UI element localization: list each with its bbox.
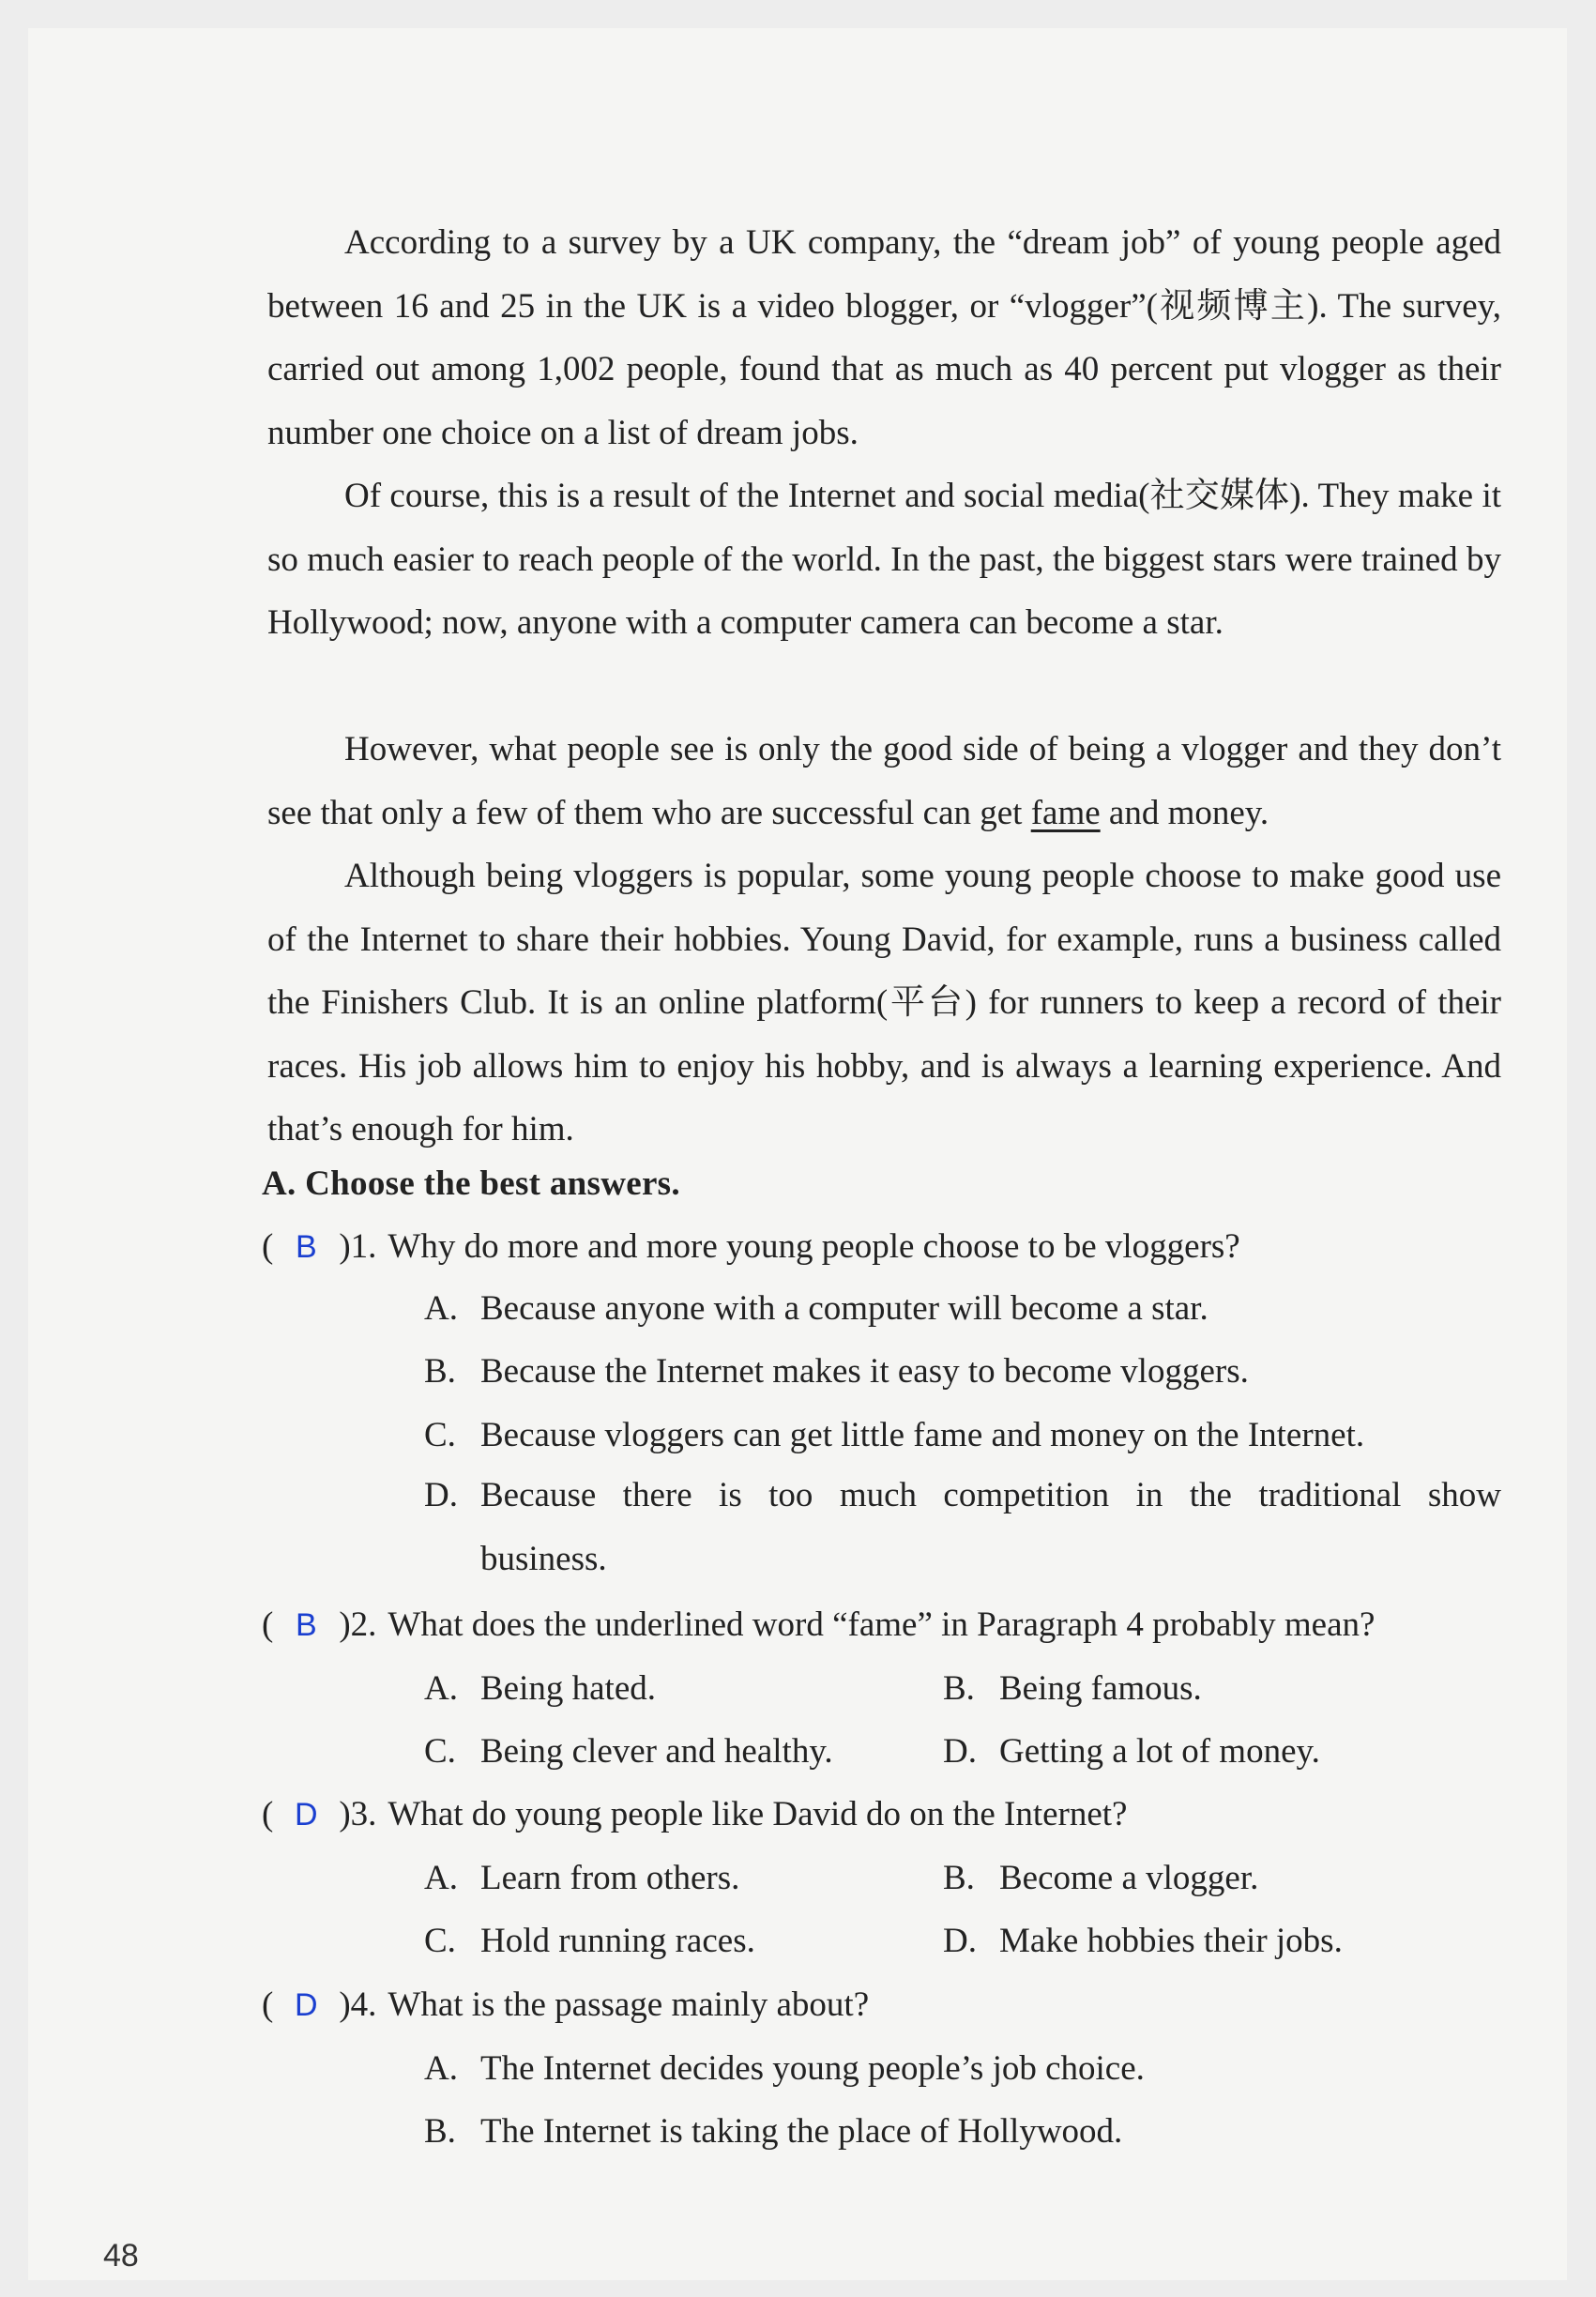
option-letter: C. [424, 1416, 456, 1454]
option-text: Because vloggers can get little fame and money on the Internet. [480, 1416, 1365, 1454]
option-letter: A. [424, 1289, 458, 1328]
passage-paragraph-3-before: However, what people see is only the good side of being a vlogger and they don’t see that only a few of them who are successful can get [267, 730, 1501, 832]
option-text: Being hated. [480, 1669, 657, 1708]
page [28, 28, 1567, 2280]
option-letter: C. [424, 1922, 456, 1960]
option-letter: B. [943, 1669, 975, 1708]
question-1 [262, 1226, 1240, 1267]
option-letter: A. [424, 2049, 458, 2088]
option-letter: D. [424, 1476, 458, 1514]
option-letter: B. [424, 2112, 456, 2151]
passage-paragraph-1: According to a survey by a UK company, the “dream job” of young people aged between 16 and 25 in the UK is a video blogger, or “vlogger”(视频博主). The survey, carried out among 1,002 people, found that as much as 40 percent put vlogger as their number one choice on a list of dream jobs. [267, 223, 1501, 452]
answer-q4: D [295, 1987, 318, 2023]
option-text: Being famous. [999, 1669, 1202, 1708]
q4-option-a [424, 2048, 1145, 2089]
question-2 [262, 1605, 1375, 1645]
question-text: What does the underlined word “fame” in Paragraph 4 probably mean? [388, 1605, 1376, 1644]
passage-paragraph-3-after: and money. [1100, 793, 1269, 832]
option-text: Become a vlogger. [999, 1859, 1259, 1897]
option-text: Make hobbies their jobs. [999, 1922, 1343, 1960]
answer-close-paren: ) [339, 1227, 351, 1266]
question-text: What do young people like David do on the Internet? [388, 1795, 1128, 1833]
answer-open-paren: ( [262, 1227, 274, 1266]
option-text: Hold running races. [480, 1922, 755, 1960]
q1-option-b [424, 1351, 1249, 1392]
q2-option-a [424, 1668, 656, 1709]
answer-q2: B [295, 1607, 317, 1643]
option-letter: C. [424, 1732, 456, 1771]
question-number: 1. [350, 1227, 377, 1266]
option-text: The Internet is taking the place of Hollywood. [480, 2112, 1123, 2151]
passage-paragraph-2 [267, 464, 1501, 655]
q3-option-c [424, 1921, 755, 1961]
answer-open-paren: ( [262, 1985, 274, 2024]
option-letter: D. [943, 1922, 977, 1960]
section-heading: A. Choose the best answers. [262, 1164, 680, 1203]
option-text: Learn from others. [480, 1859, 740, 1897]
q3-option-b [943, 1858, 1258, 1898]
passage-paragraph-2-text: Of course, this is a result of the Internet and social media(社交媒体). They make it so much easier to reach people of the world. In the past, the biggest stars were trained by Hollywood; now, anyone with a computer camera can become a star. [267, 477, 1501, 642]
option-letter: B. [424, 1352, 456, 1391]
q1-option-a [424, 1288, 1208, 1329]
underlined-word-fame: fame [1030, 793, 1101, 832]
option-letter: A. [424, 1669, 458, 1708]
q2-option-b [943, 1668, 1202, 1709]
q3-option-d [943, 1921, 1343, 1961]
question-number: 3. [350, 1795, 377, 1833]
question-number: 2. [350, 1605, 377, 1644]
option-text: The Internet decides young people’s job choice. [480, 2049, 1145, 2088]
q1-option-d [424, 1464, 1501, 1591]
q4-option-b [424, 2111, 1122, 2152]
answer-q3: D [295, 1797, 318, 1833]
option-letter: B. [943, 1859, 975, 1897]
answer-open-paren: ( [262, 1795, 274, 1833]
answer-close-paren: ) [339, 1985, 351, 2024]
option-text-continued: business. [480, 1540, 607, 1578]
option-text: Because there is too much competition in the traditional show [480, 1476, 1501, 1514]
question-text: Why do more and more young people choose to be vloggers? [388, 1227, 1240, 1266]
answer-open-paren: ( [262, 1605, 274, 1644]
option-text: Getting a lot of money. [999, 1732, 1320, 1771]
question-3 [262, 1794, 1127, 1834]
q2-option-d [943, 1731, 1320, 1772]
option-text: Because anyone with a computer will become a star. [480, 1289, 1208, 1328]
q3-option-a [424, 1858, 739, 1898]
q2-option-c [424, 1731, 833, 1772]
option-letter: D. [943, 1732, 977, 1771]
answer-close-paren: ) [339, 1795, 351, 1833]
question-text: What is the passage mainly about? [388, 1985, 870, 2024]
passage-paragraph-3 [267, 718, 1501, 844]
answer-close-paren: ) [339, 1605, 351, 1644]
q1-option-c [424, 1415, 1364, 1455]
page-number: 48 [103, 2238, 139, 2274]
question-4 [262, 1985, 869, 2025]
option-letter: A. [424, 1859, 458, 1897]
passage-paragraph-4: Although being vloggers is popular, some young people choose to make good use of the Internet to share their hobbies. Young David, for example, runs a business called the Finishers Club. It is an online platform(平台) for runners to keep a record of their races. His job allows him to enjoy his hobby, and is always a learning experience. And that’s enough for him. [267, 857, 1501, 1148]
question-number: 4. [350, 1985, 377, 2024]
answer-q1: B [295, 1229, 317, 1265]
option-text: Being clever and healthy. [480, 1732, 833, 1771]
option-text: Because the Internet makes it easy to become vloggers. [480, 1352, 1249, 1391]
